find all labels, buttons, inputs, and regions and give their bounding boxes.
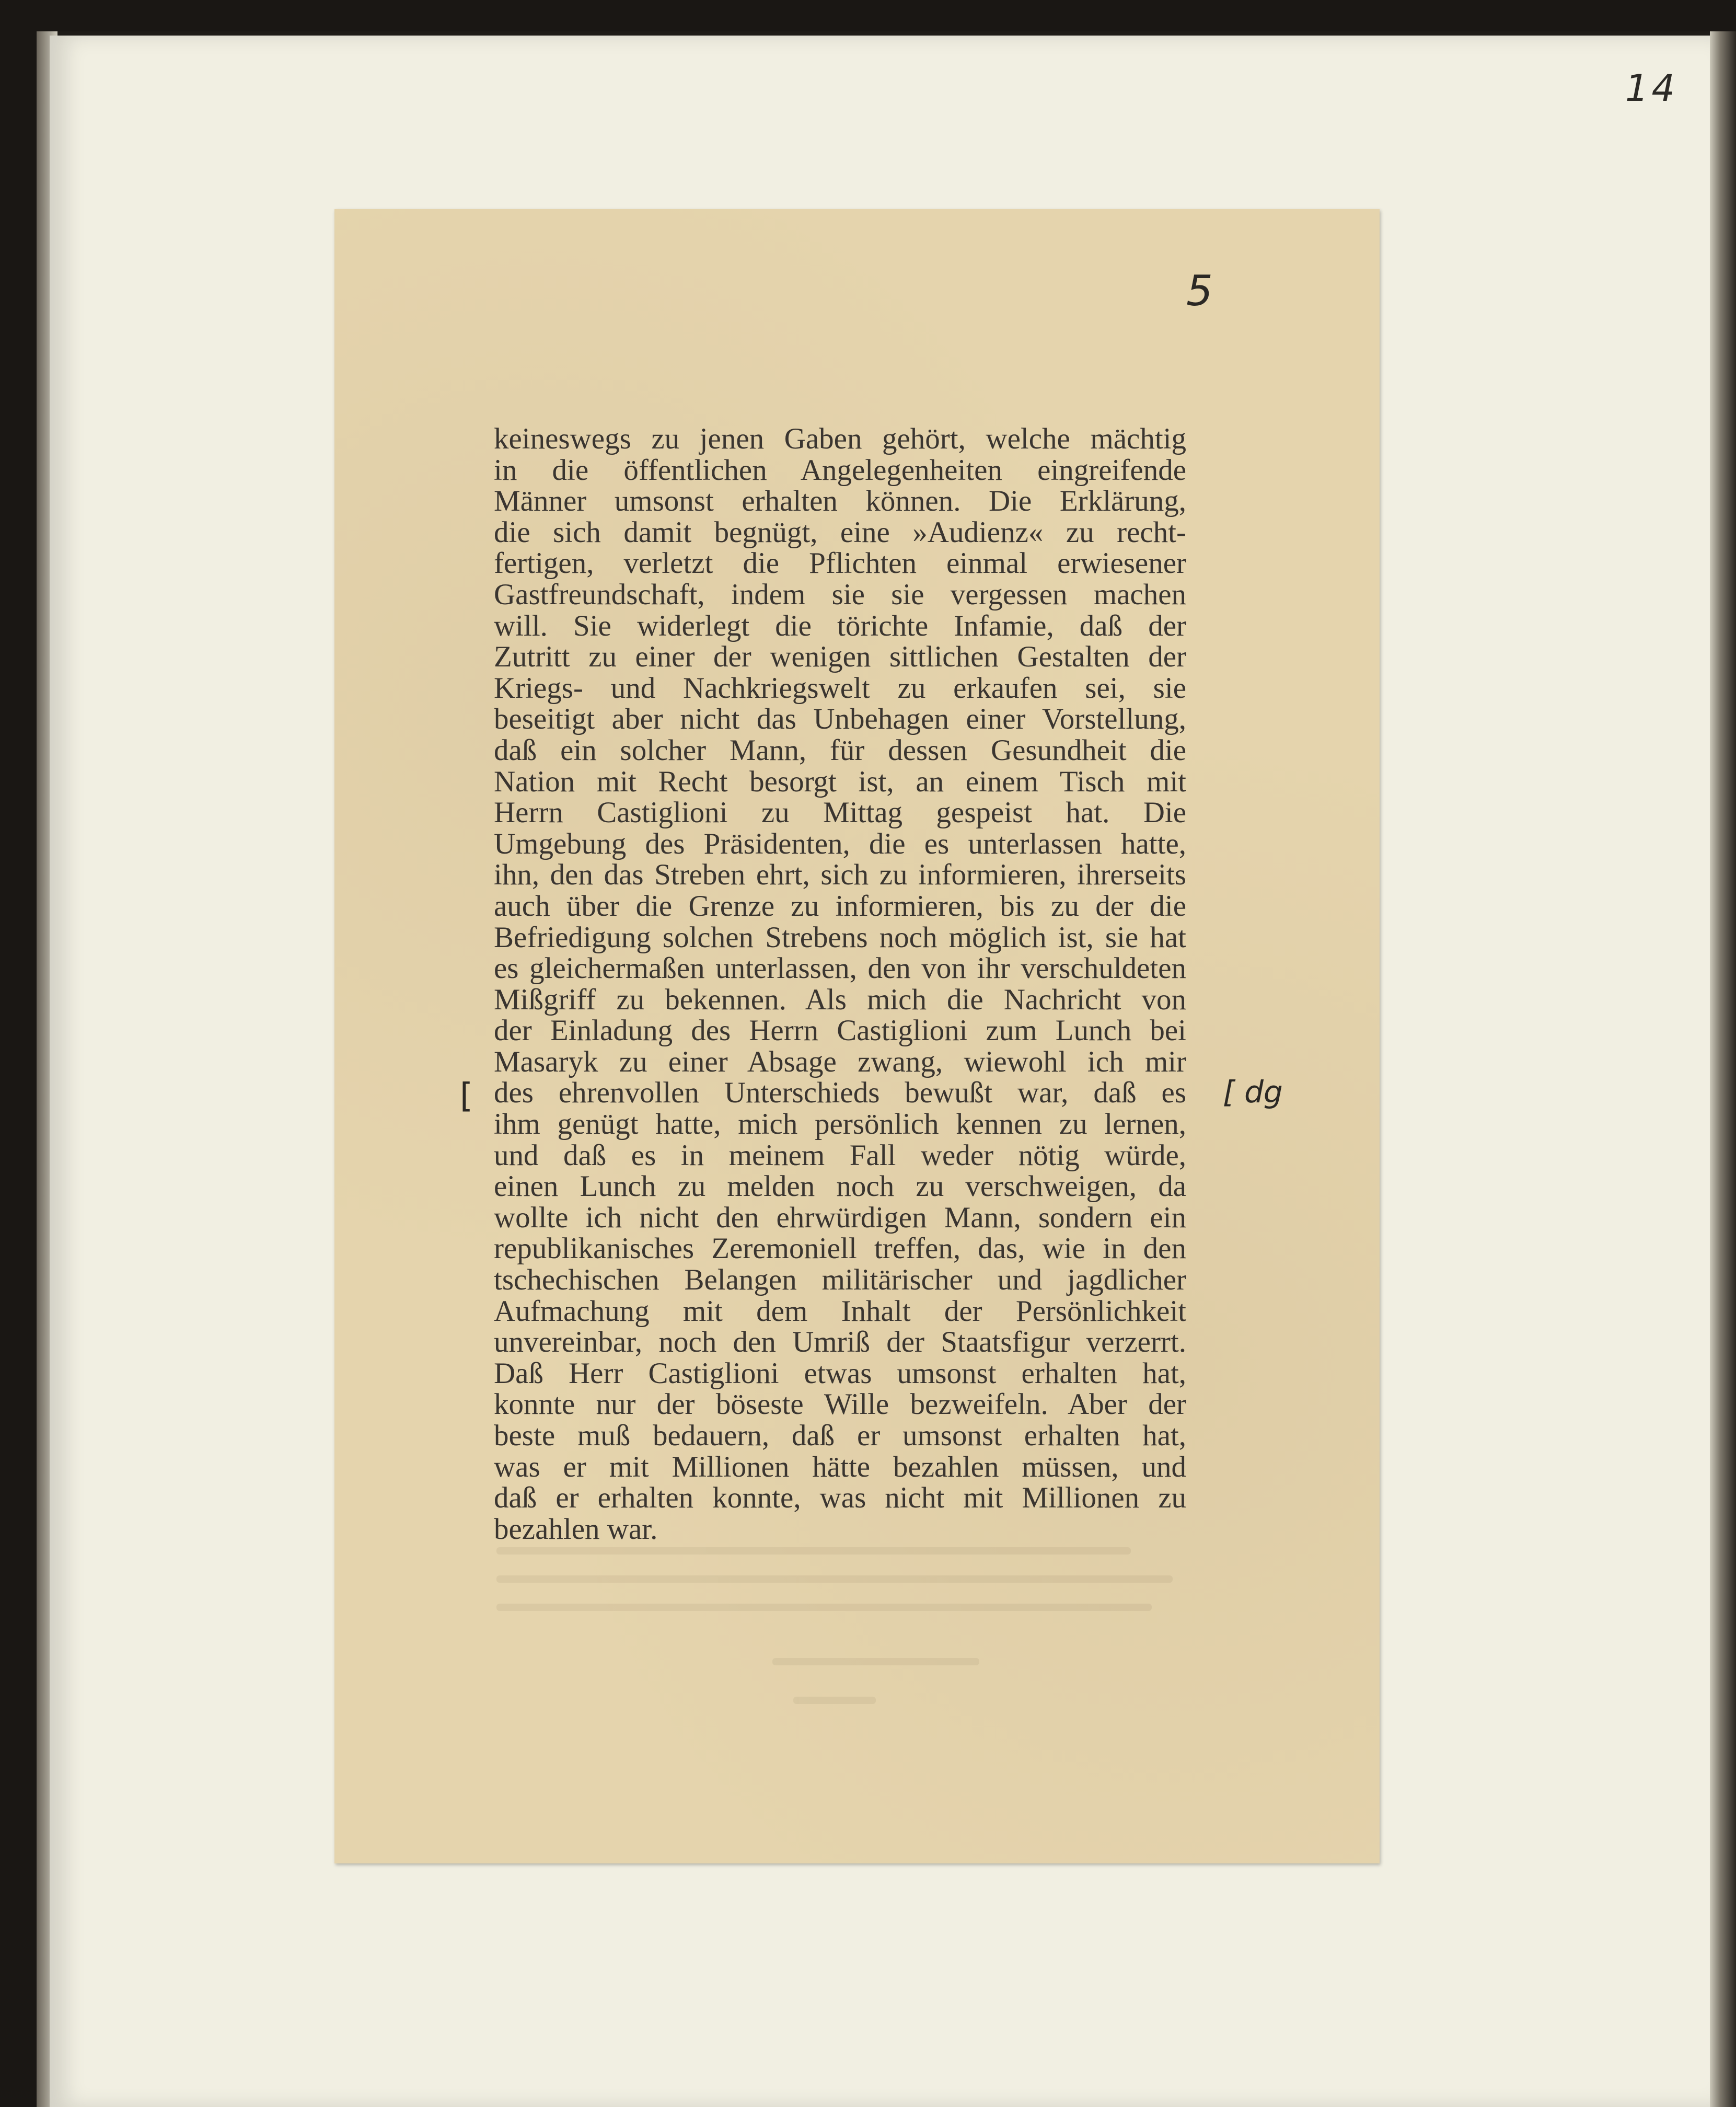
text-line: unvereinbar, noch den Umriß der Staatsfigur verzerrt. (494, 1326, 1186, 1359)
album-page-edge (1710, 31, 1736, 2107)
text-line: ihn, den das Streben ehrt, sich zu informieren, ihrerseits (494, 858, 1186, 892)
text-line: beseitigt aber nicht das Unbehagen einer Vorstellung, (494, 703, 1186, 736)
clipping-page-number: 5 (1186, 267, 1213, 315)
text-line: es gleichermaßen unterlassen, den von ihr verschuldeten (494, 952, 1186, 985)
text-line: in die öffentlichen Angelegenheiten eingreifende (494, 453, 1186, 487)
text-line: Kriegs- und Nachkriegswelt zu erkaufen sei, sie (494, 671, 1186, 705)
text-line: will. Sie widerlegt die törichte Infamie, daß der (494, 609, 1186, 642)
text-line: daß er erhalten konnte, was nicht mit Millionen zu (494, 1481, 1186, 1515)
text-line: Nation mit Recht besorgt ist, an einem Tisch mit (494, 765, 1186, 798)
text-line: die sich damit begnügt, eine »Audienz« zu recht- (494, 515, 1186, 549)
text-line: beste muß bedauern, daß er umsonst erhalten hat, (494, 1419, 1186, 1452)
text-line: Umgebung des Präsidenten, die es unterlassen hatte, (494, 827, 1186, 860)
text-line: tschechischen Belangen militärischer und jagdlicher (494, 1263, 1186, 1297)
text-line: Daß Herr Castiglioni etwas umsonst erhalten hat, (494, 1356, 1186, 1390)
text-line: daß ein solcher Mann, für dessen Gesundheit die (494, 733, 1186, 767)
text-line: bezahlen war. (494, 1512, 658, 1546)
text-line: keineswegs zu jenen Gaben gehört, welche mächtig (494, 422, 1186, 455)
text-line: Herrn Castiglioni zu Mittag gespeist hat. Die (494, 796, 1186, 830)
text-line: Zutritt zu einer der wenigen sittlichen Gestalten der (494, 640, 1186, 674)
text-line: fertigen, verletzt die Pflichten einmal erwiesener (494, 547, 1186, 580)
scanner-border-top (0, 0, 1736, 31)
text-line: was er mit Millionen hätte bezahlen müssen, und (494, 1450, 1186, 1483)
text-line: Aufmachung mit dem Inhalt der Persönlichkeit (494, 1294, 1186, 1328)
text-line: ihm genügt hatte, mich persönlich kennen zu lernen, (494, 1108, 1186, 1141)
text-line: Gastfreundschaft, indem sie sie vergessen machen (494, 578, 1186, 611)
clipping-body-text (494, 423, 1186, 1545)
text-line: republikanisches Zeremoniell treffen, das, wie in den (494, 1232, 1186, 1265)
margin-bracket-left: [ (460, 1077, 473, 1115)
text-line: der Einladung des Herrn Castiglioni zum Lunch bei (494, 1014, 1186, 1047)
text-line: einen Lunch zu melden noch zu verschweigen, da (494, 1170, 1186, 1203)
text-line: konnte nur der böseste Wille bezweifeln. Aber der (494, 1388, 1186, 1421)
album-page-number: 14 (1625, 67, 1679, 110)
text-line: auch über die Grenze zu informieren, bis zu der die (494, 889, 1186, 923)
margin-annotation-right: [ dg (1223, 1074, 1283, 1110)
newspaper-clipping (334, 209, 1380, 1863)
text-line: und daß es in meinem Fall weder nötig würde, (494, 1138, 1186, 1172)
bleed-through-text (496, 1547, 1186, 1819)
text-line: Befriedigung solchen Strebens noch möglich ist, sie hat (494, 920, 1186, 954)
text-line: Masaryk zu einer Absage zwang, wiewohl ich mir (494, 1045, 1186, 1078)
text-line: wollte ich nicht den ehrwürdigen Mann, sondern ein (494, 1201, 1186, 1234)
scanner-border-left (0, 0, 37, 2107)
text-line: des ehrenvollen Unterschieds bewußt war, daß es (494, 1076, 1186, 1110)
text-line: Mißgriff zu bekennen. Als mich die Nachricht von (494, 983, 1186, 1016)
text-line: Männer umsonst erhalten können. Die Erklärung, (494, 485, 1186, 518)
